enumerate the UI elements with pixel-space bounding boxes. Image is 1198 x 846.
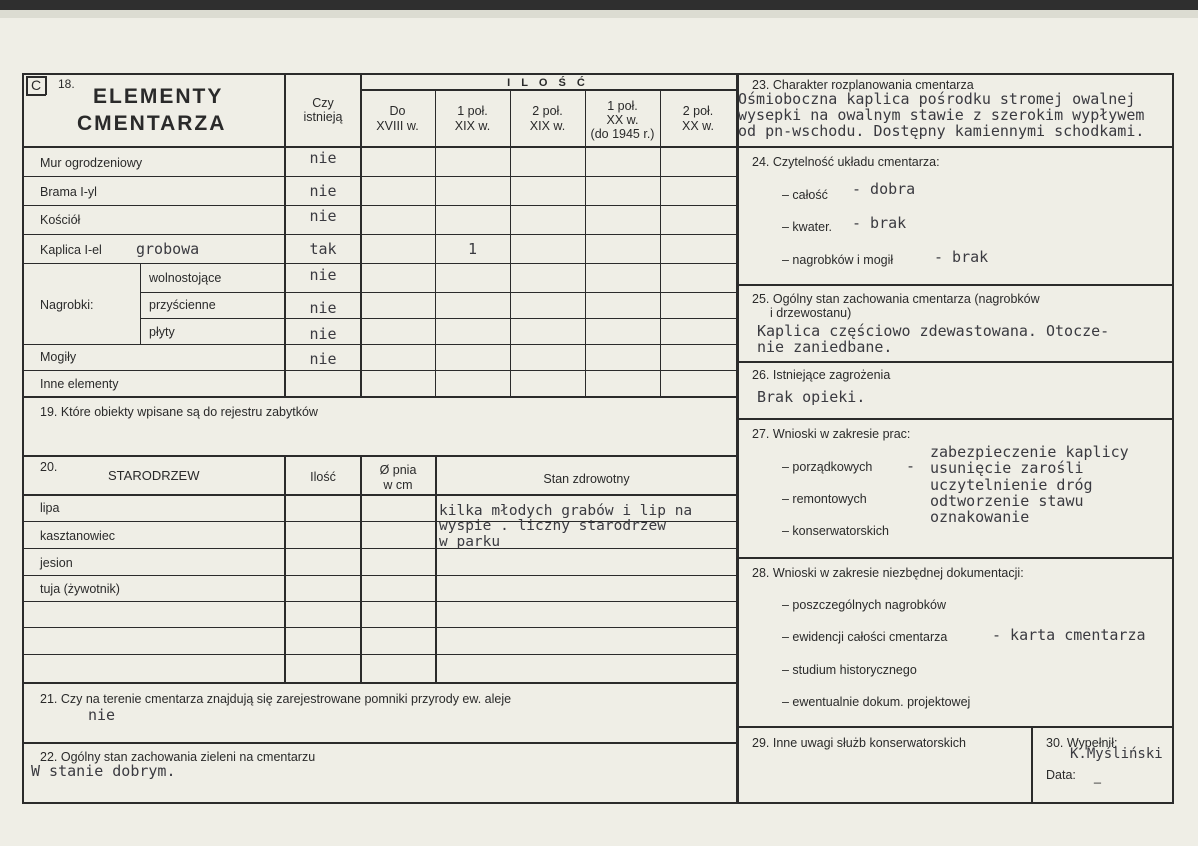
element-chapel-exists: tak	[309, 240, 337, 258]
q20-title: STARODRZEW	[108, 468, 200, 483]
tree-condition-line1: kilka młodych grabów i lip na	[439, 503, 693, 519]
q25-label-line2: i drzewostanu)	[770, 306, 852, 320]
period-col-3-l2: XIX w.	[529, 119, 566, 133]
q27-answer-line3: uczytelnienie dróg	[930, 476, 1093, 494]
element-graves-exists: nie	[309, 350, 337, 368]
frame-left	[22, 73, 24, 804]
title-line-2: CMENTARZA	[77, 112, 227, 135]
q26-label: 26. Istniejące zagrożenia	[752, 368, 891, 382]
q28-item-ewidencji: – ewidencji całości cmentarza	[782, 630, 948, 644]
q24-answer-nagrobki: - brak	[934, 248, 989, 266]
q23-label: 23. Charakter rozplanowania cmentarza	[752, 78, 974, 92]
period-col-1-l2: XVIII w.	[376, 119, 419, 133]
page-top-edge	[0, 0, 1198, 10]
form-card	[0, 18, 1198, 846]
q24-answer-kwater: - brak	[852, 214, 907, 232]
q27-answer-line5: oznakowanie	[930, 508, 1030, 526]
element-freestanding: wolnostojące	[149, 271, 222, 285]
element-church-exists: nie	[309, 207, 337, 225]
frame-right	[1172, 73, 1174, 804]
title-line-1: ELEMENTY	[93, 85, 224, 108]
col-exists-line1: Czy	[312, 96, 334, 110]
element-church: Kościół	[40, 213, 81, 227]
element-wall-mounted-exists: nie	[309, 299, 337, 317]
q27-item-konserwatorskich: – konserwatorskich	[782, 524, 889, 538]
q28-answer: - karta cmentarza	[992, 626, 1146, 644]
q23-answer-line1: Ośmioboczna kaplica pośrodku stromej owalnej	[738, 90, 1136, 108]
q28-label: 28. Wnioski w zakresie niezbędnej dokumentacji:	[752, 566, 1024, 580]
element-slabs: płyty	[149, 325, 175, 339]
tombstones-label: Nagrobki:	[40, 298, 94, 312]
q19-label: 19. Które obiekty wpisane są do rejestru zabytków	[40, 405, 318, 419]
element-chapel: Kaplica I-el	[40, 243, 102, 257]
q27-dash: -	[906, 457, 916, 475]
q21-answer: nie	[88, 706, 116, 724]
q25-answer-line1: Kaplica częściowo zdewastowana. Otocze-	[757, 322, 1110, 340]
q27-label: 27. Wnioski w zakresie prac:	[752, 427, 911, 441]
tree-jesion: jesion	[40, 556, 73, 570]
q20-col-pnia-l2: w cm	[383, 478, 413, 492]
q24-item-kwater: – kwater.	[782, 220, 833, 234]
element-gate-exists: nie	[309, 182, 337, 200]
q20-number: 20.	[40, 460, 58, 474]
q28-item-studium: – studium historycznego	[782, 663, 917, 677]
q30-answer: K.Myśliński	[1070, 746, 1163, 762]
frame-divider	[736, 73, 739, 804]
q27-answer-line1: zabezpieczenie kaplicy	[930, 443, 1129, 461]
period-col-3-l1: 2 poł.	[532, 104, 563, 118]
section-letter: C	[30, 77, 42, 93]
period-col-4-l1: 1 poł.	[607, 99, 638, 113]
frame-top	[22, 73, 1174, 75]
q27-item-remontowych: – remontowych	[782, 492, 867, 506]
q28-item-nagrobkow: – poszczególnych nagrobków	[782, 598, 946, 612]
q24-answer-calosc: - dobra	[852, 180, 916, 198]
q24-item-calosc: – całość	[782, 188, 828, 202]
q27-answer-line2: usunięcie zarośli	[930, 459, 1084, 477]
data-value: _	[1094, 770, 1101, 784]
element-other: Inne elementy	[40, 377, 119, 391]
q25-label-line1: 25. Ogólny stan zachowania cmentarza (nagrobków	[752, 292, 1040, 306]
col-exists-line2: istnieją	[303, 110, 343, 124]
data-label: Data:	[1046, 768, 1076, 782]
element-wall: Mur ogrodzeniowy	[40, 156, 143, 170]
q23-answer-line3: od pn-wschodu. Dostępny kamiennymi schodkami.	[738, 122, 1145, 140]
ilosc-header: I L O Ś Ć	[507, 77, 589, 89]
element-wall-mounted: przyścienne	[149, 298, 216, 312]
tree-lipa: lipa	[40, 501, 60, 515]
period-col-5-l1: 2 poł.	[682, 104, 714, 118]
element-slabs-exists: nie	[309, 325, 337, 343]
q27-item-porzadkowych: – porządkowych	[782, 460, 873, 474]
q20-col-pnia-l1: Ø pnia	[379, 463, 417, 477]
tree-condition-line2: wyspie . liczny starodrzew	[439, 518, 666, 534]
element-freestanding-exists: nie	[309, 266, 337, 284]
q24-label: 24. Czytelność układu cmentarza:	[752, 155, 940, 169]
period-col-2-l2: XIX w.	[454, 119, 491, 133]
q24-item-nagrobki: – nagrobków i mogił	[782, 253, 894, 267]
tree-condition-line3: w parku	[439, 534, 501, 550]
q28-item-projektowej: – ewentualnie dokum. projektowej	[782, 695, 971, 709]
q21-label: 21. Czy na terenie cmentarza znajdują się zarejestrowane pomniki przyrody ew. aleje	[40, 692, 512, 706]
q29-label: 29. Inne uwagi służb konserwatorskich	[752, 736, 967, 750]
period-col-4-l2: XX w.	[606, 113, 639, 127]
element-graves: Mogiły	[40, 350, 77, 364]
frame-bottom	[22, 802, 1174, 804]
q30-label: 30. Wypełnił:	[1046, 736, 1118, 750]
element-gate: Brama I-yl	[40, 185, 97, 199]
element-chapel-count: 1	[467, 240, 478, 258]
q22-answer: W stanie dobrym.	[31, 762, 176, 780]
period-col-2-l1: 1 poł.	[457, 104, 488, 118]
period-col-4-l3: (do 1945 r.)	[590, 127, 655, 141]
period-col-1-l1: Do	[389, 104, 406, 118]
q27-answer-line4: odtworzenie stawu	[930, 492, 1084, 510]
q25-answer-line2: nie zaniedbane.	[757, 338, 893, 356]
q23-answer-line2: wysepki na owalnym stawie z szerokim wypływem	[738, 106, 1145, 124]
q20-col-stan: Stan zdrowotny	[543, 472, 630, 486]
q20-col-ilosc: Ilość	[310, 470, 336, 484]
q26-answer: Brak opieki.	[757, 388, 866, 406]
section-number: 18.	[58, 77, 75, 91]
element-chapel-extra: grobowa	[136, 240, 200, 258]
tree-kasztanowiec: kasztanowiec	[40, 529, 116, 543]
period-col-5-l2: XX w.	[682, 119, 714, 133]
tree-tuja: tuja (żywotnik)	[40, 582, 120, 596]
q22-label: 22. Ogólny stan zachowania zieleni na cmentarzu	[40, 750, 316, 764]
element-wall-exists: nie	[309, 149, 337, 167]
